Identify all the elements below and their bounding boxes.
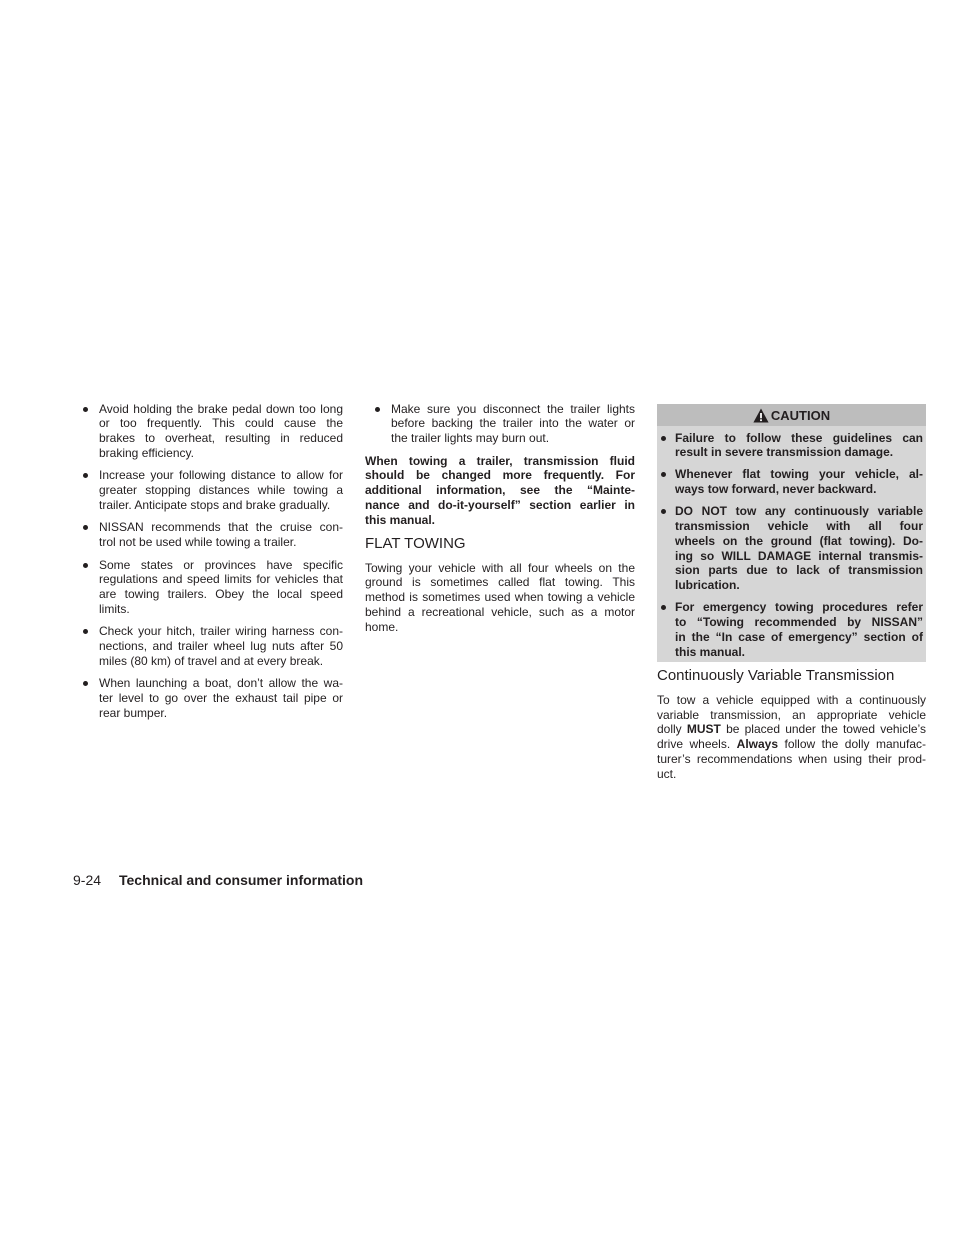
- text-line: ground is sometimes called flat towing. This: [365, 575, 635, 590]
- body-paragraph: [365, 561, 635, 635]
- list-item-text: [99, 624, 343, 668]
- list-item-text: [99, 468, 343, 512]
- warning-triangle-icon: [753, 408, 769, 423]
- text-line: braking efficiency.: [99, 445, 194, 460]
- caution-item: [675, 467, 923, 497]
- text-line: result in severe transmission damage.: [675, 445, 894, 460]
- text-line: transmission vehicle with all four: [675, 518, 923, 533]
- text-segment: be placed under the towed vehicle’s: [720, 722, 926, 737]
- caution-body: [657, 426, 926, 659]
- text-line: ways tow forward, never backward.: [675, 482, 877, 497]
- text-line: When launching a boat, don’t allow the wa-: [99, 676, 343, 691]
- emphasis-text: Always: [736, 737, 779, 752]
- text-line: nections, and trailer wheel lug nuts after 50: [99, 639, 343, 654]
- caution-item-text: [675, 467, 923, 497]
- bullet-icon: [661, 509, 666, 514]
- list-item-text: [99, 520, 343, 550]
- caution-title: CAUTION: [770, 407, 831, 423]
- bullet-icon: [83, 473, 88, 478]
- page-footer: [73, 871, 393, 889]
- text-line: [657, 737, 926, 752]
- bold-note: [365, 454, 635, 528]
- list-item-text: [391, 402, 635, 446]
- list-item-text: [99, 402, 343, 461]
- caution-item-text: [675, 504, 923, 593]
- caution-item-text: [675, 600, 923, 659]
- caution-item: [675, 504, 923, 593]
- text-line: Some states or provinces have specific: [99, 557, 343, 572]
- column-left: [73, 402, 343, 729]
- bullet-icon: [661, 605, 666, 610]
- text-line: or too frequently. This could cause the: [99, 416, 343, 431]
- text-line: behind a recreational vehicle, such as a motor: [365, 604, 635, 619]
- text-line: before backing the trailer into the water or: [391, 416, 635, 431]
- column-right: [657, 404, 926, 781]
- bullet-icon: [83, 525, 88, 530]
- bullet-icon: [661, 436, 666, 441]
- text-line: regulations and speed limits for vehicles that: [99, 572, 343, 587]
- caution-item-text: [675, 431, 923, 461]
- text-line: variable transmission, an appropriate vehicle: [657, 707, 926, 722]
- list-item: [365, 402, 635, 446]
- column-middle: [365, 402, 635, 635]
- caution-header: [657, 404, 926, 426]
- text-line: the trailer lights may burn out.: [391, 431, 550, 446]
- text-line: nance and do-it-yourself” section earlier in: [365, 497, 635, 512]
- text-line: NISSAN recommends that the cruise con-: [99, 520, 343, 535]
- text-line: turer’s recommendations when using their prod-: [657, 751, 926, 766]
- text-line: ing so WILL DAMAGE internal transmis-: [675, 548, 923, 563]
- text-line: this manual.: [365, 512, 436, 527]
- list-item-text: [99, 558, 343, 617]
- caution-item: [675, 600, 923, 659]
- text-line: greater stopping distances while towing a: [99, 483, 343, 498]
- list-item: [73, 624, 343, 668]
- text-line: rear bumper.: [99, 705, 168, 720]
- text-segment: dolly: [657, 722, 687, 737]
- text-line: DO NOT tow any continuously variable: [675, 504, 923, 519]
- text-line: should be changed more frequently. For: [365, 468, 635, 483]
- text-line: method is sometimes used when towing a vehicle: [365, 590, 635, 605]
- list-item: [73, 676, 343, 720]
- list-item: [73, 402, 343, 461]
- text-line: Make sure you disconnect the trailer lights: [391, 401, 635, 416]
- text-line: lubrication.: [675, 578, 740, 593]
- text-line: When towing a trailer, transmission fluid: [365, 453, 635, 468]
- text-line: Avoid holding the brake pedal down too long: [99, 401, 343, 416]
- bullet-icon: [83, 629, 88, 634]
- text-line: For emergency towing procedures refer: [675, 600, 923, 615]
- bullet-icon: [83, 407, 88, 412]
- text-line: miles (80 km) of travel and at every break.: [99, 653, 324, 668]
- bullet-icon: [661, 472, 666, 477]
- caution-item: [675, 431, 923, 461]
- text-line: uct.: [657, 766, 677, 781]
- bullet-icon: [375, 407, 380, 412]
- text-line: Increase your following distance to allow for: [99, 468, 343, 483]
- text-line: limits.: [99, 601, 130, 616]
- text-segment: drive wheels.: [657, 737, 737, 752]
- page-number: 9-24: [73, 872, 102, 888]
- text-line: ter level to go over the exhaust tail pipe or: [99, 691, 343, 706]
- text-line: trailer. Anticipate stops and brake gradually.: [99, 497, 331, 512]
- section-heading: Continuously Variable Transmission: [657, 667, 895, 685]
- text-line: in the “In case of emergency” section of: [675, 629, 923, 644]
- text-line: Towing your vehicle with all four wheels on the: [365, 560, 635, 575]
- text-line: Check your hitch, trailer wiring harness con-: [99, 624, 343, 639]
- text-line: home.: [365, 619, 399, 634]
- text-line: this manual.: [675, 644, 746, 659]
- bullet-icon: [83, 563, 88, 568]
- text-line: Whenever flat towing your vehicle, al-: [675, 467, 923, 482]
- text-line: wheels on the ground (flat towing). Do-: [675, 533, 923, 548]
- text-line: to “Towing recommended by NISSAN”: [675, 614, 923, 629]
- text-line: Failure to follow these guidelines can: [675, 430, 923, 445]
- text-line: are towing trailers. Obey the local speed: [99, 587, 343, 602]
- list-item: [73, 558, 343, 617]
- text-line: trol not be used while towing a trailer.: [99, 535, 297, 550]
- text-line: sion parts due to lack of transmission: [675, 563, 923, 578]
- text-line: additional information, see the “Mainte-: [365, 483, 635, 498]
- text-segment: follow the dolly manufac-: [778, 737, 926, 752]
- emphasis-text: MUST: [686, 722, 721, 737]
- bullet-icon: [83, 681, 88, 686]
- list-item-text: [99, 676, 343, 720]
- text-line: [657, 722, 926, 737]
- list-item: [73, 520, 343, 550]
- body-paragraph: [657, 693, 926, 782]
- text-line: brakes to overheat, resulting in reduced: [99, 431, 343, 446]
- caution-box: [657, 404, 926, 662]
- text-line: To tow a vehicle equipped with a continuously: [657, 692, 926, 707]
- list-item: [73, 468, 343, 512]
- footer-section-title: Technical and consumer information: [119, 872, 364, 888]
- section-heading: FLAT TOWING: [365, 534, 466, 552]
